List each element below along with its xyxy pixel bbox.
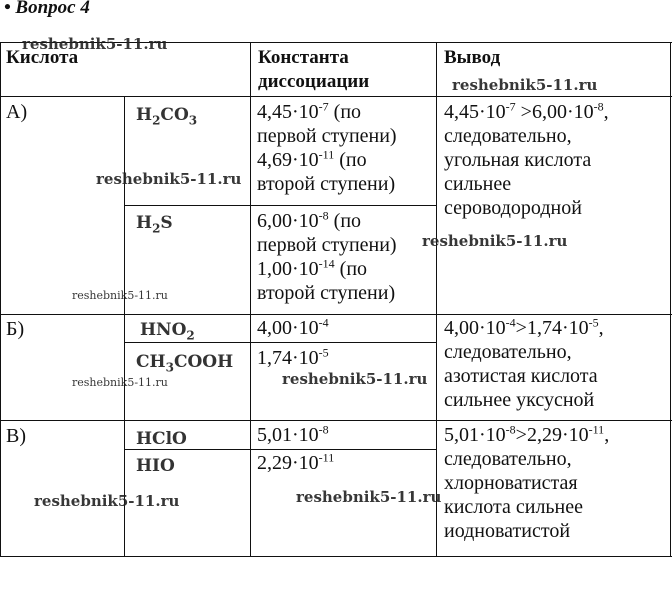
watermark: reshebnik5-11.ru (72, 289, 168, 302)
formula-ch3cooh: $CH_3COOH$ (136, 352, 234, 375)
conclusion-v: $5,01\cdot 10^{-8}>2,29\cdot 10^{-11}$, следовательно, хлорноватистая кислота сильнее иодноватистой (444, 422, 610, 542)
watermark: reshebnik5-11.ru (422, 232, 568, 250)
watermark: reshebnik5-11.ru (22, 35, 168, 53)
conclusion-b: $4,00\cdot 10^{-4}>1,74\cdot 10^{-5}$, следовательно, азотистая кислота сильнее уксусной (444, 315, 604, 411)
group-letter-b: Б) (6, 318, 25, 340)
header-constant: Константа диссоциации (258, 47, 370, 92)
formula-h2co3: $H_2CO_3$ (136, 105, 198, 128)
row-divider-bv (0, 420, 672, 421)
question-title: • Вопрос 4 (4, 0, 90, 18)
row-divider-b-inner (124, 342, 436, 343)
watermark: reshebnik5-11.ru (282, 370, 428, 388)
table-border-bottom (0, 556, 672, 557)
formula-h2s: $H_2S$ (136, 213, 173, 236)
watermark: reshebnik5-11.ru (296, 488, 442, 506)
table-border-right (670, 42, 671, 556)
constant-hclo: $5,01\cdot 10^{-8}$ (257, 422, 329, 446)
constant-hno2: $4,00\cdot 10^{-4}$ (257, 315, 329, 339)
conclusion-a: $4,45\cdot 10^{-7} >6,00\cdot 10^{-8}$, следовательно, угольная кислота сильнее сероводородной (444, 99, 609, 219)
header-conclusion: Вывод (444, 47, 501, 68)
formula-hno2: $HNO_2$ (140, 320, 195, 343)
formula-hclo: HClO (136, 429, 187, 449)
group-letter-a: А) (6, 101, 28, 123)
col-divider-const (250, 42, 251, 556)
group-letter-v: В) (6, 425, 26, 447)
constant-ch3cooh: $1,74\cdot 10^{-5}$ (257, 345, 329, 369)
constant-h2s: $6,00\cdot 10^{-8}$ (по первой ступени) $1,00\cdot 10^{-14}$ (по второй ступени) (257, 208, 397, 304)
table-border-left (0, 42, 1, 556)
header-divider (0, 96, 672, 97)
col-divider-letter (124, 96, 125, 556)
watermark: reshebnik5-11.ru (96, 170, 242, 188)
watermark: reshebnik5-11.ru (72, 376, 168, 389)
header-acid: Кислота (6, 47, 79, 68)
watermark: reshebnik5-11.ru (452, 76, 598, 94)
formula-hio: HIO (136, 456, 175, 476)
constant-hio: $2,29\cdot 10^{-11}$ (257, 450, 335, 474)
col-divider-conclusion (436, 42, 437, 556)
row-divider-a-inner (124, 205, 436, 206)
watermark: reshebnik5-11.ru (34, 492, 180, 510)
constant-h2co3: $4,45\cdot 10^{-7}$ (по первой ступени) $4,69\cdot 10^{-11}$ (по второй ступени) (257, 99, 397, 195)
